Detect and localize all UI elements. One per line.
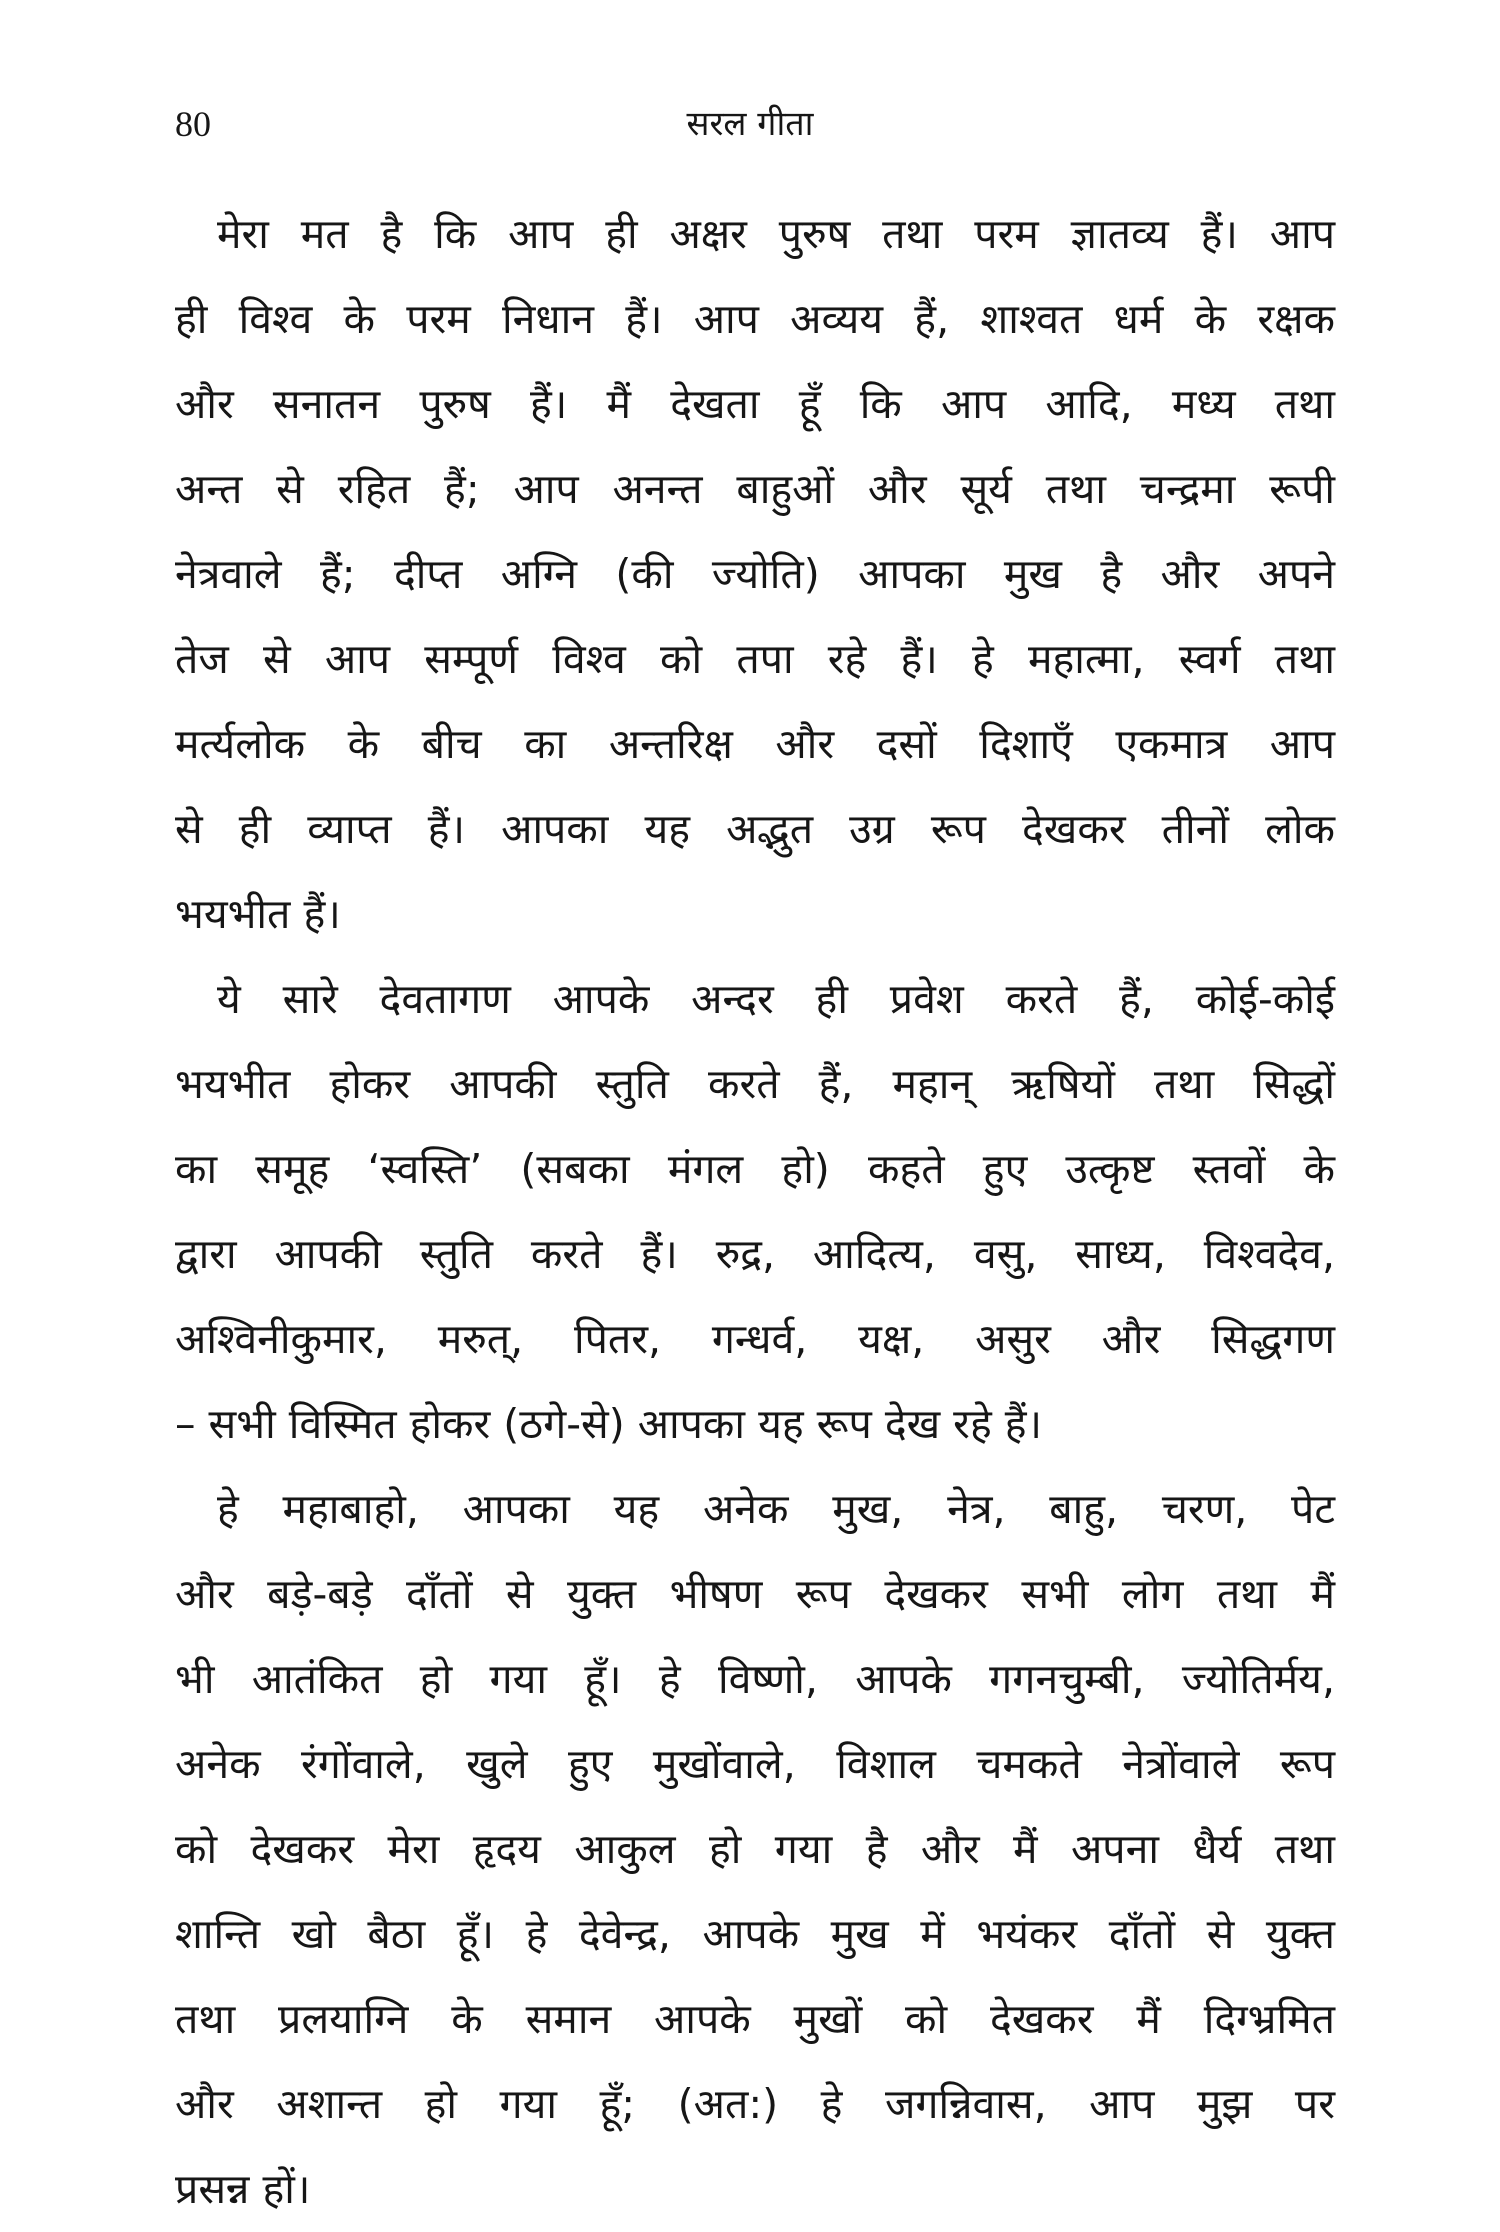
text-line: तथा प्रलयाग्नि के समान आपके मुखों को देखकर मैं दिग्भ्रमित (175, 1995, 1335, 2043)
text-line: तेज से आप सम्पूर्ण विश्व को तपा रहे हैं। हे महात्मा, स्वर्ग तथा (175, 635, 1335, 683)
text-line: ही विश्व के परम निधान हैं। आप अव्यय हैं, शाश्वत धर्म के रक्षक (175, 295, 1335, 343)
text-line: – सभी विस्मित होकर (ठगे-से) आपका यह रूप देख रहे हैं। (175, 1400, 1043, 1448)
text-line: प्रसन्न हों। (175, 2165, 311, 2213)
text-line: मर्त्यलोक के बीच का अन्तरिक्ष और दसों दिशाएँ एकमात्र आप (175, 720, 1335, 768)
text-line: ये सारे देवतागण आपके अन्दर ही प्रवेश करते हैं, कोई-कोई (217, 975, 1335, 1023)
text-line: द्वारा आपकी स्तुति करते हैं। रुद्र, आदित्य, वसु, साध्य, विश्वदेव, (175, 1230, 1335, 1278)
text-line: अश्विनीकुमार, मरुत्, पितर, गन्धर्व, यक्ष, असुर और सिद्धगण (175, 1315, 1335, 1363)
text-line: और बड़े-बड़े दाँतों से युक्त भीषण रूप देखकर सभी लोग तथा मैं (175, 1570, 1335, 1618)
text-line: का समूह ‘स्वस्ति’ (सबका मंगल हो) कहते हुए उत्कृष्ट स्तवों के (175, 1145, 1335, 1193)
text-line: शान्ति खो बैठा हूँ। हे देवेन्द्र, आपके मुख में भयंकर दाँतों से युक्त (175, 1910, 1335, 1958)
text-line: अनेक रंगोंवाले, खुले हुए मुखोंवाले, विशाल चमकते नेत्रोंवाले रूप (175, 1740, 1335, 1788)
text-line: मेरा मत है कि आप ही अक्षर पुरुष तथा परम ज्ञातव्य हैं। आप (217, 210, 1335, 258)
text-line: अन्त से रहित हैं; आप अनन्त बाहुओं और सूर्य तथा चन्द्रमा रूपी (175, 465, 1335, 513)
text-line: भी आतंकित हो गया हूँ। हे विष्णो, आपके गगनचुम्बी, ज्योतिर्मय, (175, 1655, 1335, 1703)
text-line: से ही व्याप्त हैं। आपका यह अद्भुत उग्र रूप देखकर तीनों लोक (175, 805, 1335, 853)
page-header (175, 100, 1325, 160)
text-line: भयभीत होकर आपकी स्तुति करते हैं, महान् ऋषियों तथा सिद्धों (175, 1060, 1335, 1108)
paragraph-3 (175, 1467, 1335, 2232)
text-line: नेत्रवाले हैं; दीप्त अग्नि (की ज्योति) आपका मुख है और अपने (175, 550, 1335, 598)
page-number: 80 (175, 104, 211, 144)
text-line: भयभीत हैं। (175, 890, 341, 938)
running-title: सरल गीता (686, 104, 814, 144)
text-line: और सनातन पुरुष हैं। मैं देखता हूँ कि आप आदि, मध्य तथा (175, 380, 1335, 428)
text-line: हे महाबाहो, आपका यह अनेक मुख, नेत्र, बाहु, चरण, पेट (217, 1485, 1335, 1533)
text-line: को देखकर मेरा हृदय आकुल हो गया है और मैं अपना धैर्य तथा (175, 1825, 1335, 1873)
paragraph-1 (175, 192, 1335, 957)
text-line: और अशान्त हो गया हूँ; (अत:) हे जगन्निवास, आप मुझ पर (175, 2080, 1335, 2128)
paragraph-2 (175, 957, 1335, 1467)
body-text (175, 192, 1335, 2232)
